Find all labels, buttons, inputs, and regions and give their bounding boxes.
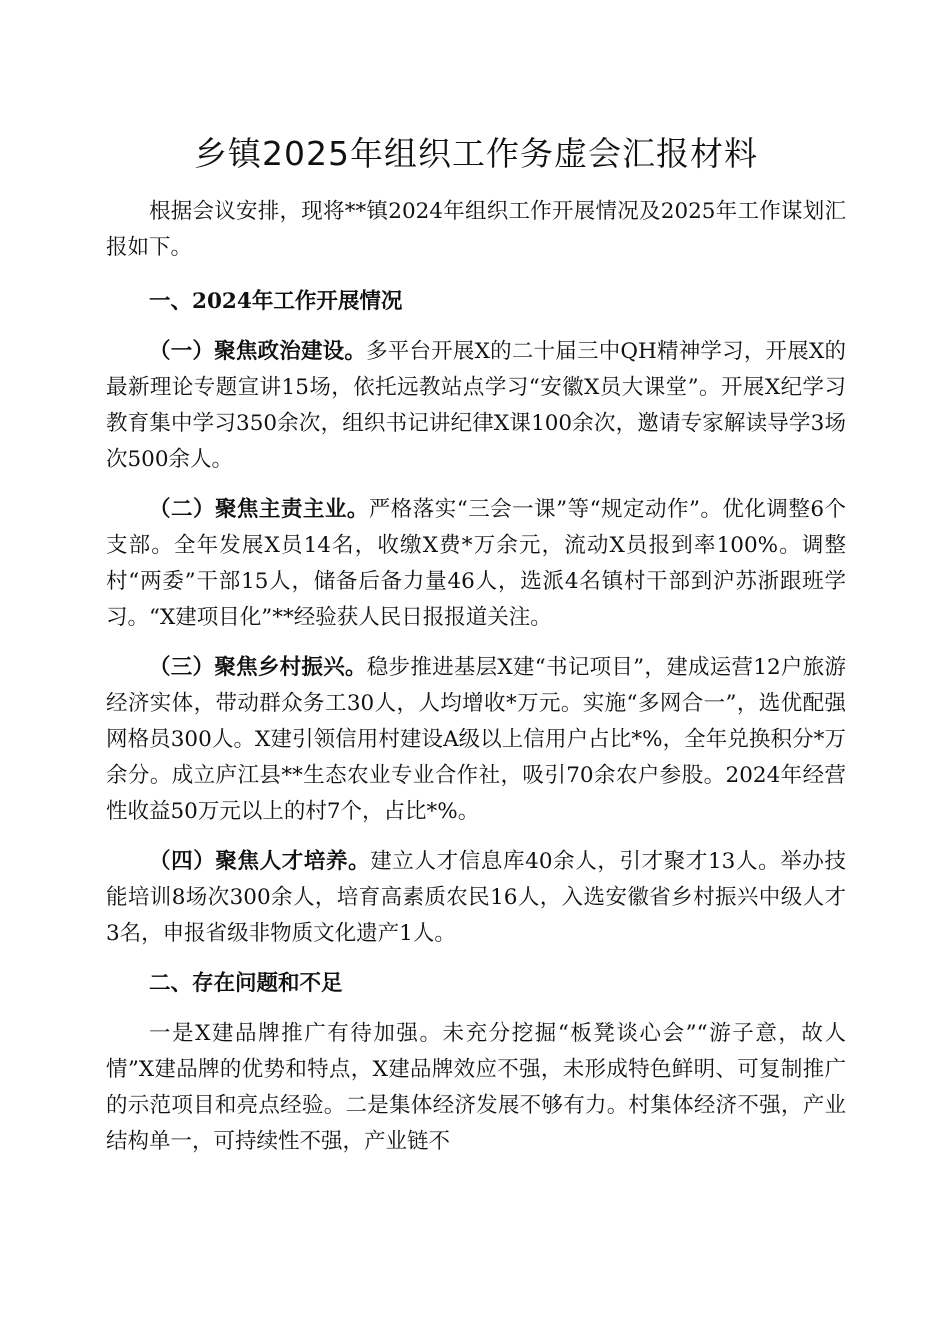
item-body: 稳步推进基层X建“书记项目”，建成运营12户旅游经济实体，带动群众务工30人，人均增收*万元。实施“多网合一”，选优配强网格员300人。X建引领信用村建设A级以上信用户占比*%，全年兑换积分*万余分。成立庐江县**生态农业专业合作社，吸引70余农户参股。2024年经营性收益50万元以上的村7个，占比*%。 bbox=[106, 655, 846, 824]
problems-paragraph: 一是X建品牌推广有待加强。未充分挖掘“板凳谈心会”“游子意，故人情”X建品牌的优势和特点，X建品牌效应不强，未形成特色鲜明、可复制推广的示范项目和亮点经验。二是集体经济发展不够有力。村集体经济不强，产业结构单一，可持续性不强，产业链不 bbox=[106, 1021, 846, 1154]
item-lead: （二）聚焦主责主业。 bbox=[149, 497, 369, 522]
item-rural-revitalization bbox=[106, 650, 846, 830]
item-body: 多平台开展X的二十届三中QH精神学习，开展X的最新理论专题宣讲15场，依托远教站点学习“安徽X员大课堂”。开展X纪学习教育集中学习350余次，组织书记讲纪律X课100余次，邀请专家解读导学3场次500余人。 bbox=[106, 339, 846, 472]
item-talent-cultivation bbox=[106, 844, 846, 952]
item-political-building bbox=[106, 334, 846, 478]
item-body: 建立人才信息库40余人，引才聚才13人。举办技能培训8场次300余人，培育高素质农民16人，入选安徽省乡村振兴中级人才3名，申报省级非物质文化遗产1人。 bbox=[106, 849, 846, 946]
item-body: 严格落实“三会一课”等“规定动作”。优化调整6个支部。全年发展X员14名，收缴X费*万余元，流动X员报到率100%。调整村“两委”干部15人，储备后备力量46人，选派4名镇村干部到沪苏浙跟班学习。“X建项目化”**经验获人民日报报道关注。 bbox=[106, 497, 846, 630]
intro-paragraph: 根据会议安排，现将**镇2024年组织工作开展情况及2025年工作谋划汇报如下。 bbox=[106, 199, 846, 260]
item-lead: （三）聚焦乡村振兴。 bbox=[149, 655, 367, 680]
item-lead: （四）聚焦人才培养。 bbox=[149, 849, 371, 874]
document-page bbox=[106, 128, 846, 1160]
item-lead: （一）聚焦政治建设。 bbox=[149, 339, 367, 364]
section-heading-work-progress: 一、2024年工作开展情况 bbox=[149, 289, 403, 314]
document-title: 乡镇2025年组织工作务虚会汇报材料 bbox=[194, 134, 758, 173]
item-main-responsibility bbox=[106, 492, 846, 636]
section-heading-problems: 二、存在问题和不足 bbox=[149, 971, 343, 996]
